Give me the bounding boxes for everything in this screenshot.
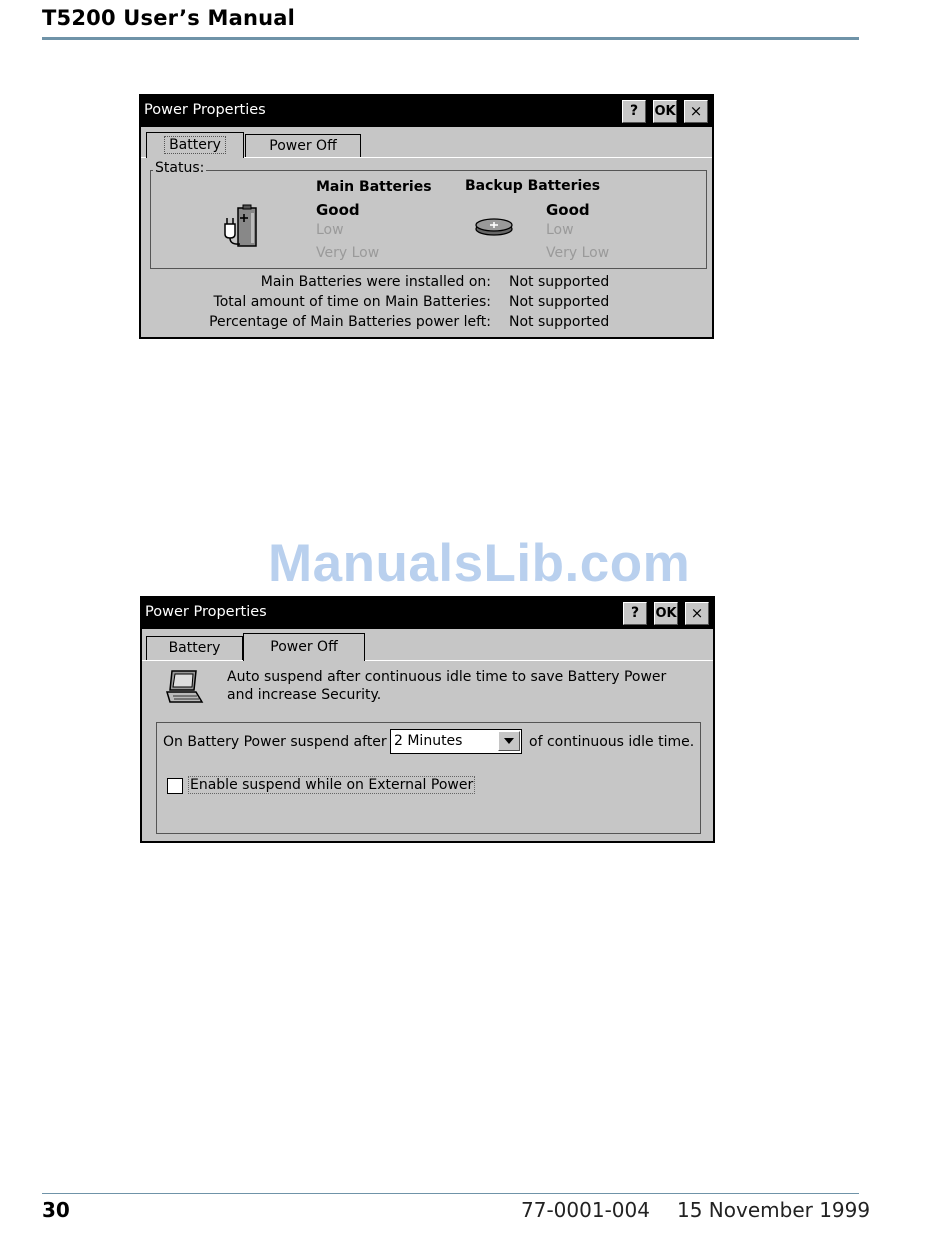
tab-power-off[interactable] [245, 134, 361, 157]
tab-power-off-label: Power Off [269, 138, 337, 154]
tab-battery[interactable] [146, 636, 243, 660]
suspend-time-dropdown[interactable] [390, 729, 522, 754]
main-status-good: Good [316, 201, 360, 219]
backup-status-low: Low [546, 222, 574, 238]
window-title: Power Properties [144, 102, 266, 118]
external-power-checkbox[interactable] [167, 778, 183, 794]
description-line-2: and increase Security. [227, 687, 382, 703]
description-line-1: Auto suspend after continuous idle time to save Battery Power [227, 669, 667, 685]
total-time-value: Not supported [509, 294, 610, 310]
coin-cell-icon [474, 216, 514, 238]
page-number: 30 [42, 1198, 70, 1222]
dropdown-arrow-icon[interactable] [498, 731, 520, 751]
main-status-very-low: Very Low [316, 245, 380, 261]
power-off-dialog [140, 596, 715, 843]
document-date: 15 November 1999 [677, 1198, 871, 1222]
tab-power-off[interactable] [243, 633, 365, 661]
installed-on-label: Main Batteries were installed on: [260, 274, 491, 290]
battery-plug-icon [221, 204, 267, 248]
title-bar [141, 96, 712, 127]
tab-battery-label: Battery [164, 136, 226, 154]
total-time-label: Total amount of time on Main Batteries: [213, 294, 491, 310]
help-button[interactable]: ? [623, 602, 647, 625]
backup-status-very-low: Very Low [546, 245, 610, 261]
footer-rule [42, 1193, 859, 1194]
suspend-prefix-label: On Battery Power suspend after [163, 734, 387, 750]
suspend-time-value: 2 Minutes [394, 733, 463, 749]
main-batteries-heading: Main Batteries [316, 179, 432, 195]
tab-battery-label: Battery [168, 640, 221, 656]
close-button[interactable]: × [684, 100, 708, 123]
close-button[interactable]: × [685, 602, 709, 625]
external-power-checkbox-label[interactable]: Enable suspend while on External Power [190, 777, 474, 793]
laptop-computer-icon [164, 668, 204, 706]
window-title: Power Properties [145, 604, 267, 620]
main-status-low: Low [316, 222, 344, 238]
percentage-left-value: Not supported [509, 314, 610, 330]
tab-strip-line [142, 660, 713, 661]
title-bar [142, 598, 713, 629]
tab-battery[interactable] [146, 132, 244, 158]
backup-batteries-heading: Backup Batteries [465, 178, 601, 194]
header-rule [42, 37, 859, 40]
backup-status-good: Good [546, 201, 590, 219]
status-label: Status: [155, 160, 205, 176]
percentage-left-label: Percentage of Main Batteries power left: [209, 314, 491, 330]
document-title: T5200 User’s Manual [42, 6, 296, 30]
ok-button[interactable]: OK [654, 602, 678, 625]
tab-power-off-label: Power Off [270, 639, 338, 655]
watermark: ManualsLib.com [268, 534, 691, 593]
help-button[interactable]: ? [622, 100, 646, 123]
battery-dialog [139, 94, 714, 339]
installed-on-value: Not supported [509, 274, 610, 290]
ok-button[interactable]: OK [653, 100, 677, 123]
document-code: 77-0001-004 [521, 1198, 650, 1222]
external-power-checkbox-label-wrap [188, 777, 475, 793]
suspend-suffix-label: of continuous idle time. [529, 734, 695, 750]
